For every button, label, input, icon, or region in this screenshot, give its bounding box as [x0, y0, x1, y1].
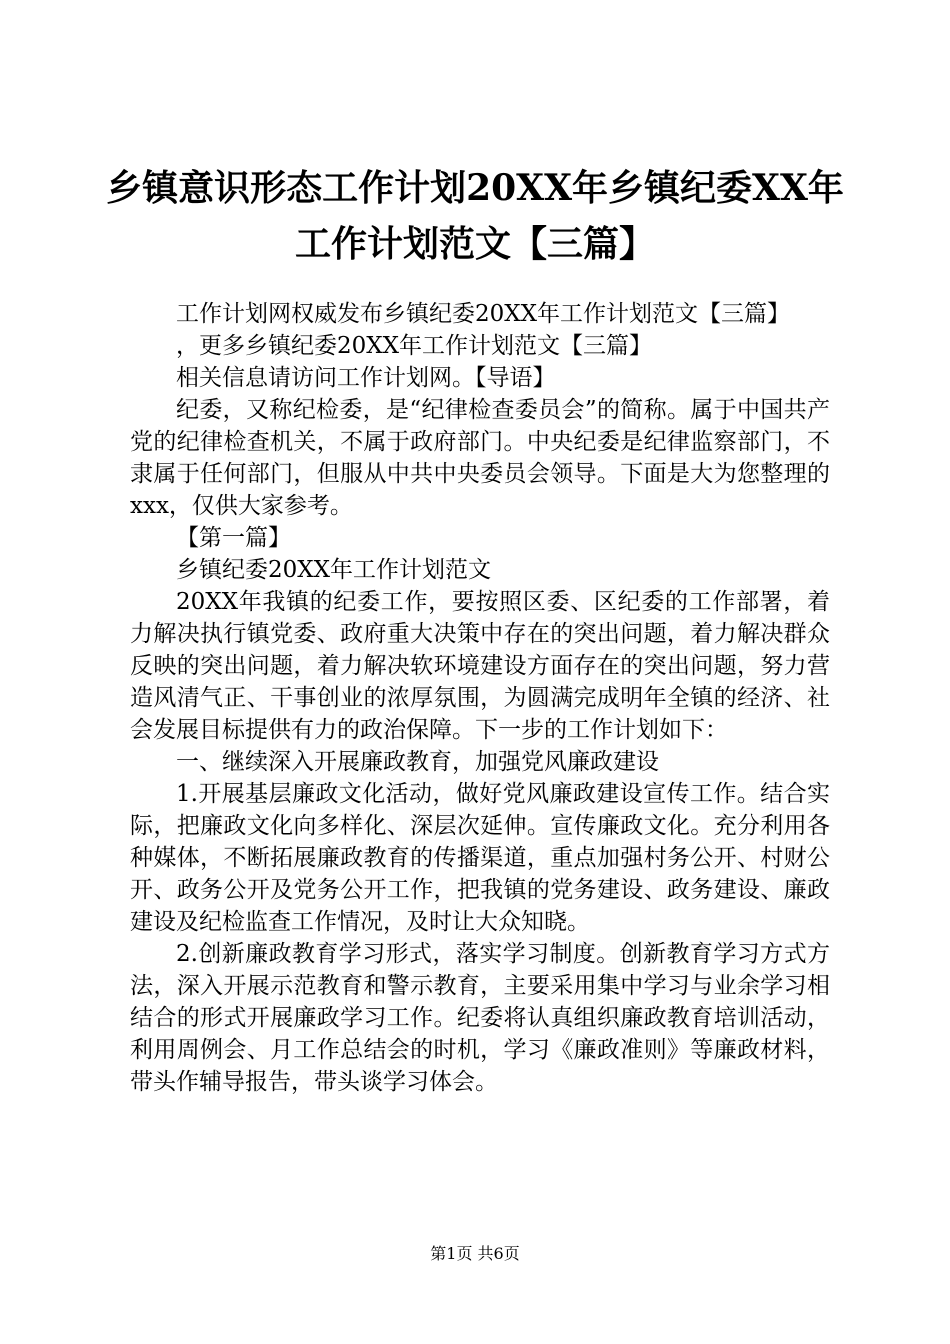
document-title: 乡镇意识形态工作计划20XX年乡镇纪委XX年工作计划范文【三篇】	[106, 167, 844, 265]
paragraph: 20XX年我镇的纪委工作，要按照区委、区纪委的工作部署，着力解决执行镇党委、政府重大决策中存在的突出问题，着力解决群众反映的突出问题，着力解决软环境建设方面存在的突出问题，努力营造风清气正、干事创业的浓厚氛围，为圆满完成明年全镇的经济、社会发展目标提供有力的政治保障。下一步的工作计划如下：	[130, 589, 830, 743]
paragraph: 相关信息请访问工作计划网。【导语】	[176, 365, 556, 391]
paragraph: 纪委，又称纪检委，是“纪律检查委员会”的简称。属于中国共产党的纪律检查机关，不属于政府部门。中央纪委是纪律监察部门，不隶属于任何部门，但服从中共中央委员会领导。下面是大为您整理的xxx，仅供大家参考。	[130, 397, 830, 519]
paragraph: 2.创新廉政教育学习形式，落实学习制度。创新教育学习方式方法，深入开展示范教育和警示教育，主要采用集中学习与业余学习相结合的形式开展廉政学习工作。纪委将认真组织廉政教育培训活动，利用周例会、月工作总结会的时机，学习《廉政准则》等廉政材料，带头作辅导报告，带头谈学习体会。	[130, 941, 830, 1095]
section-subtitle: 乡镇纪委20XX年工作计划范文	[176, 557, 492, 583]
paragraph: 1.开展基层廉政文化活动，做好党风廉政建设宣传工作。结合实际，把廉政文化向多样化、深层次延伸。宣传廉政文化。充分利用各种媒体，不断拓展廉政教育的传播渠道，重点加强村务公开、村财公开、政务公开及党务公开工作，把我镇的党务建设、政务建设、廉政建设及纪检监查工作情况，及时让大众知晓。	[130, 781, 830, 935]
paragraph: 工作计划网权威发布乡镇纪委20XX年工作计划范文【三篇】	[176, 301, 791, 327]
document-body	[130, 298, 830, 1098]
section-heading: 一、继续深入开展廉政教育，加强党风廉政建设	[176, 749, 659, 775]
section-heading: 【第一篇】	[176, 525, 291, 551]
paragraph: ，更多乡镇纪委20XX年工作计划范文【三篇】	[176, 333, 653, 359]
page-number: 第1页 共6页	[430, 1244, 520, 1263]
